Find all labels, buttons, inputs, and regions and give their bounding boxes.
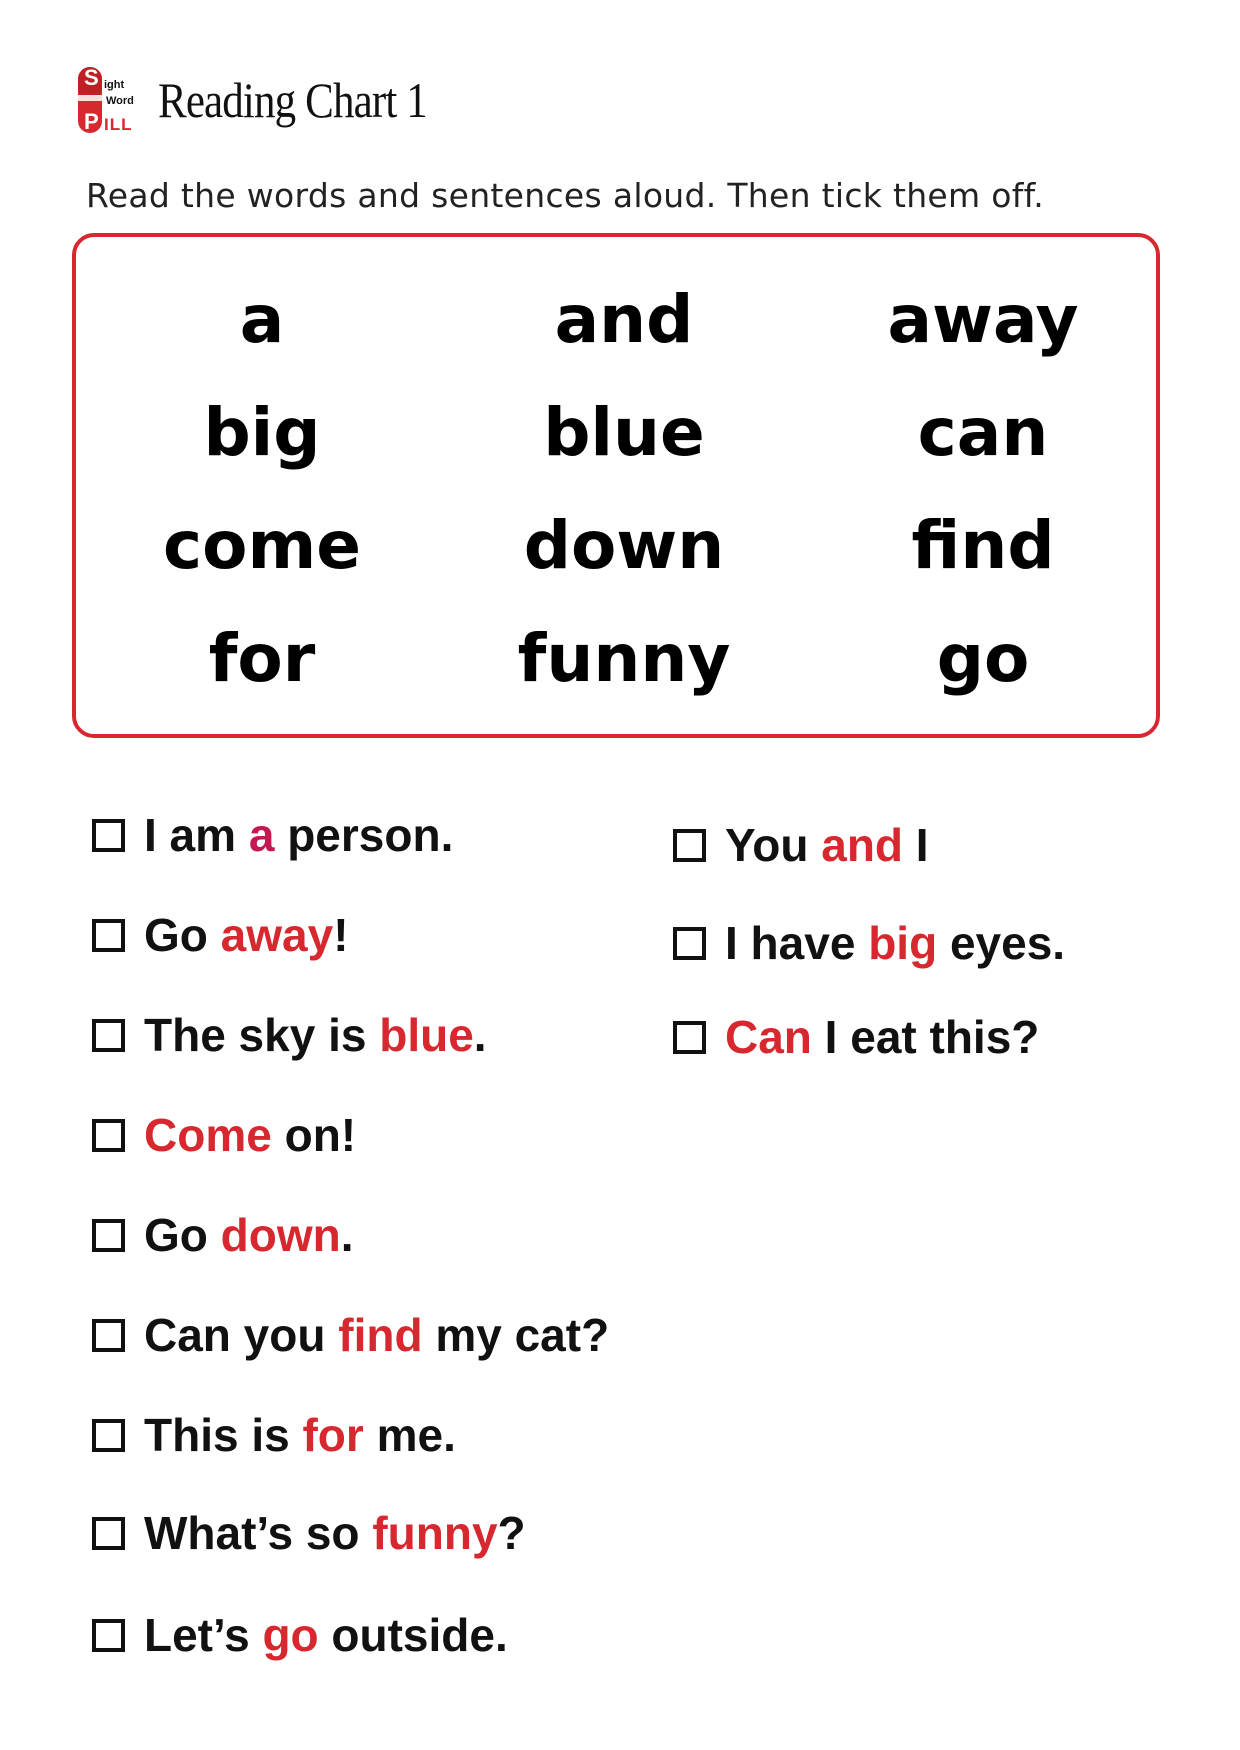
tick-checkbox[interactable] xyxy=(673,927,706,960)
highlighted-word: blue xyxy=(379,1009,474,1061)
sentence-item xyxy=(92,1408,456,1462)
sentence-text: Go down. xyxy=(144,1209,354,1261)
logo-text-ill: ILL xyxy=(104,115,133,134)
tick-checkbox[interactable] xyxy=(92,1319,125,1352)
sight-word: down xyxy=(523,507,725,584)
highlighted-word: down xyxy=(220,1209,341,1261)
sentence-item xyxy=(92,1308,609,1362)
tick-checkbox[interactable] xyxy=(92,1419,125,1452)
highlighted-word: Can xyxy=(725,1011,812,1063)
highlighted-word: for xyxy=(302,1409,364,1461)
sentence-text: Can you find my cat? xyxy=(144,1309,610,1361)
highlighted-word: away xyxy=(220,909,334,961)
sight-word: away xyxy=(887,281,1079,358)
page-title: Reading Chart 1 xyxy=(158,72,427,128)
sentence-text: Go away! xyxy=(144,909,349,961)
sight-word: funny xyxy=(517,620,731,697)
highlighted-word: Come xyxy=(144,1109,272,1161)
sight-word: come xyxy=(163,507,361,584)
sight-word-box xyxy=(72,233,1160,738)
tick-checkbox[interactable] xyxy=(673,1021,706,1054)
sight-word: big xyxy=(203,394,321,471)
sentence-text: What’s so funny? xyxy=(144,1507,526,1559)
sentence-text: The sky is blue. xyxy=(144,1009,487,1061)
tick-checkbox[interactable] xyxy=(92,819,125,852)
tick-checkbox[interactable] xyxy=(92,1119,125,1152)
sight-word: for xyxy=(208,620,316,697)
header xyxy=(76,62,471,138)
sight-word: go xyxy=(936,620,1030,697)
tick-checkbox[interactable] xyxy=(92,1517,125,1550)
sight-word: blue xyxy=(543,394,705,471)
sight-word: a xyxy=(239,281,285,358)
sentence-item xyxy=(92,1008,487,1062)
instructions: Read the words and sentences aloud. Then tick them off. xyxy=(86,176,1044,215)
highlighted-word: funny xyxy=(372,1507,498,1559)
tick-checkbox[interactable] xyxy=(92,919,125,952)
sight-word-pill-logo xyxy=(76,65,146,135)
sentence-text: You and I xyxy=(725,819,929,871)
sentence-text: Let’s go outside. xyxy=(144,1609,508,1661)
tick-checkbox[interactable] xyxy=(92,1219,125,1252)
highlighted-word: go xyxy=(262,1609,319,1661)
sentence-item xyxy=(92,808,453,862)
sentence-text: This is for me. xyxy=(144,1409,456,1461)
tick-checkbox[interactable] xyxy=(92,1619,125,1652)
sentence-item xyxy=(92,1108,356,1162)
sentence-text: Can I eat this? xyxy=(725,1011,1040,1063)
sentence-text: Come on! xyxy=(144,1109,357,1161)
tick-checkbox[interactable] xyxy=(673,829,706,862)
sentence-item xyxy=(92,1506,526,1560)
highlighted-word: find xyxy=(338,1309,423,1361)
sentence-item xyxy=(92,1208,354,1262)
tick-checkbox[interactable] xyxy=(92,1019,125,1052)
logo-letter-s: S xyxy=(84,65,99,90)
logo-letter-p: P xyxy=(84,109,99,134)
sentence-item xyxy=(673,818,929,872)
sight-word: can xyxy=(917,394,1049,471)
sentence-text: I am a person. xyxy=(144,809,454,861)
sentence-item xyxy=(92,1608,508,1662)
highlighted-word: and xyxy=(821,819,904,871)
logo-text-ight: ight xyxy=(104,79,125,91)
sentence-item xyxy=(92,908,349,962)
sentence-item xyxy=(673,1010,1039,1064)
sight-word: find xyxy=(911,507,1055,584)
sentence-item xyxy=(673,916,1065,970)
highlighted-word: a xyxy=(248,809,275,861)
highlighted-word: big xyxy=(868,917,938,969)
sentence-text: I have big eyes. xyxy=(725,917,1066,969)
sight-word: and xyxy=(554,281,694,358)
logo-text-word: Word xyxy=(106,95,134,107)
